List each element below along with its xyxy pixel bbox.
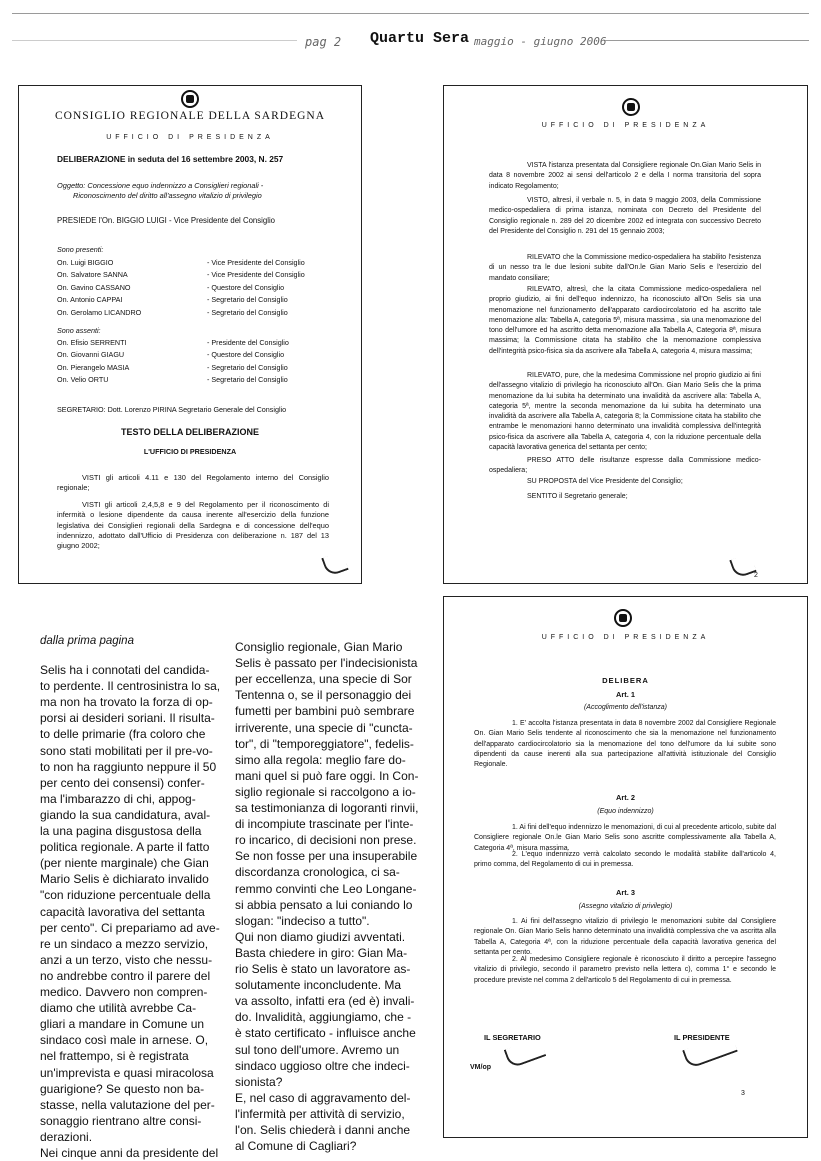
member-role: - Segretario del Consiglio (207, 362, 288, 372)
secretary-line: SEGRETARIO: Dott. Lorenzo PIRINA Segretario Generale del Consiglio (57, 405, 287, 414)
article-line: stasse, nella valutazione del per- (40, 1097, 215, 1112)
sardinia-emblem-icon (614, 609, 632, 627)
member-name: On. Antonio CAPPAI (57, 295, 123, 305)
article-line: sono stati mobilitati per il pre-vo- (40, 743, 213, 758)
member-name: On. Gavino CASSANO (57, 282, 131, 292)
sardinia-emblem-icon (622, 98, 640, 116)
signature-mark-icon (729, 553, 757, 579)
article-lead: dalla prima pagina (40, 635, 134, 647)
article-line: mani quel si può fare oggi. In Con- (235, 768, 419, 783)
article-line: ro incarico, di decisioni non prese. (235, 833, 417, 848)
art2-text-1: 1. Ai fini dell'equo indennizzo le menomazioni, di cui al precedente articolo, subite dal Consigliere regionale On.le Gian Mario Selis sono ascritte complessivamente alla Tabella A, Categoria 4ª, misura massima. (474, 824, 776, 852)
header-rule-right (605, 40, 809, 41)
text-title: TESTO DELLA DELIBERAZIONE (120, 427, 259, 437)
delibera-title: DELIBERA (602, 676, 649, 685)
doc3-page-number: 3 (741, 1090, 745, 1097)
issue-date: maggio - giugno 2006 (474, 35, 607, 48)
article-line: sul tono dell'umore. Avremo un (235, 1042, 400, 1057)
article-line: do. Invalidità, aggiungiamo, che - (235, 1010, 412, 1025)
presiding-line (57, 216, 275, 226)
article-line: ma non ha trovato la forza di op- (40, 695, 213, 710)
article-line: rio Selis è stato un lavoratore as- (235, 962, 411, 976)
signature-mark-icon (321, 551, 349, 577)
article-line: medico. Davvero non compren- (40, 985, 208, 999)
article-line: la una pagina disgustosa della (40, 824, 202, 838)
article-line: per cento". Ci prepariamo ad ave- (40, 920, 220, 935)
newspaper-name: Quartu Sera (370, 30, 470, 47)
deliberation-page-2 (443, 85, 808, 584)
article-line: Consiglio regionale, Gian Mario (235, 640, 403, 654)
article-line: sindaco così male in arnese. O, (40, 1033, 209, 1048)
article-line: tor", di "temporeggiatore", fedelis- (235, 736, 414, 751)
article-line: giando la sua candidatura, aval- (40, 807, 211, 822)
art1-title: Art. 1 (616, 690, 635, 699)
member-role: - Segretario del Consiglio (207, 295, 288, 305)
article-line: va assolto, infatti era (ed è) invali- (235, 994, 415, 1009)
initials: VM/op (470, 1064, 491, 1071)
office-name: UFFICIO DI PRESIDENZA (541, 634, 710, 641)
article-line: irriverente, una specie di "cuncta- (235, 720, 413, 735)
article-line: Selis è passato per l'indecisionista (235, 656, 418, 671)
doc2-page-number: 2 (754, 572, 758, 579)
article-line: Basta chiedere in giro: Gian Ma- (235, 945, 408, 960)
article-line: l'on. Selis chiederà i danni anche (235, 1123, 411, 1137)
article-line: discordanza cronologica, ci sa- (235, 865, 400, 880)
secretary-signature-label: IL SEGRETARIO (484, 1033, 541, 1042)
article-line: Selis ha i connotati del candida- (40, 663, 210, 677)
article-line: per cento dei consensi) confer- (40, 775, 205, 790)
article-line: siglio regionale si raccolgono a io- (235, 784, 416, 799)
member-name: On. Pierangelo MASIA (57, 362, 130, 372)
article-line: politica regionale. A parte il fatto (40, 840, 210, 855)
deliberation-title: DELIBERAZIONE in seduta del 16 settembre 2003, N. 257 (57, 154, 284, 164)
article-line: solutamente inconcludente. Ma (235, 978, 402, 993)
article-line: un'imprevista e quasi miracolosa (40, 1065, 214, 1080)
doc2-paragraph: PRESO ATTO delle risultanze espresse dalla Commissione medico-ospedaliera; (489, 457, 761, 475)
art2-subtitle: (Equo indennizzo) (597, 808, 654, 815)
article-line: "con riduzione percentuale della (40, 888, 211, 903)
absent-label: Sono assenti: (57, 326, 101, 335)
office-name: UFFICIO DI PRESIDENZA (541, 122, 710, 129)
article-line: ma l'imbarazzo di chi, appog- (40, 791, 196, 806)
article-line: to perdente. Il centrosinistra lo sa, (40, 679, 221, 694)
doc2-paragraph: SENTITO il Segretario generale; (527, 493, 628, 500)
page-number: pag 2 (305, 35, 342, 49)
article-line: to non ha raggiunto neppure il 50 (40, 759, 217, 774)
art3-text-2: 2. Al medesimo Consigliere regionale è riconosciuto il diritto a percepire l'assegno vitalizio di privilegio, secondo il parametro previsto nella lettera c), comma 1° e secondo le procedure previste nel comma 2 dell'articolo 5 del Regolamento di cui in premessa. (474, 956, 776, 984)
subject-line-1: Oggetto: Concessione equo indennizzo a Consiglieri regionali - (57, 181, 264, 190)
article-line: (per niente marginale) che Gian (40, 856, 209, 871)
article-line: per eccellenza, una specie di Sor (235, 672, 412, 687)
member-role: - Vice Presidente del Consiglio (207, 258, 305, 267)
header-rule-top (12, 13, 809, 14)
article-line: derazioni. (40, 1129, 93, 1144)
article-line: l'infermità per attività di servizio, (235, 1106, 405, 1121)
member-role: - Vice Presidente del Consiglio (207, 270, 305, 280)
article-line: Nei cinque anni da presidente del (40, 1146, 219, 1160)
article-line: fumetti per bambini può sembrare (235, 704, 415, 719)
member-name: On. Luigi BIGGIO (57, 258, 114, 267)
header-rule-left (12, 40, 297, 41)
article-line: to delle primarie (fra coloro che (40, 727, 206, 742)
article-line: porsi ai desideri soriani. Il risulta- (40, 711, 215, 726)
article-line: nel frattempo, si è registrata (40, 1049, 189, 1064)
visti-paragraph-1: VISTI gli articoli 4.11 e 130 del Regolamento interno del Consiglio regionale; (57, 473, 329, 493)
member-role: - Questore del Consiglio (207, 350, 285, 360)
article-line: sindaco uggioso oltre che indeci- (235, 1058, 410, 1073)
article-line: Se non fosse per una insuperabile (235, 849, 418, 864)
article-line: sa testimonianza di logoranti rinvii, (235, 801, 419, 815)
article-line: sonaggio rientrano altre consi- (40, 1113, 202, 1128)
member-role: - Presidente del Consiglio (207, 338, 289, 347)
sardinia-emblem-icon (181, 90, 199, 108)
member-role: - Segretario del Consiglio (207, 307, 288, 317)
member-name: On. Efisio SERRENTI (57, 338, 127, 347)
article-line: anzi a un terzo, visto che nessu- (40, 952, 213, 967)
art1-subtitle: (Accoglimento dell'istanza) (583, 704, 668, 711)
art1-text: 1. E' accolta l'istanza presentata in data 8 novembre 2002 dal Consigliere Regionale On. Gian Mario Selis tendente al riconoscimento che sia la menomazione nel funzionamento dell'apparato cardiocircolatorio sia la menomazione del tono dell'umore da lui subite sono dipendenti da cause inerenti alla sua partecipazione all'attività istituzionale del Consiglio Regionale. (474, 720, 776, 769)
article-line: no andrebbe contro il parere del (40, 968, 211, 983)
art3-text-1: 1. Ai fini dell'assegno vitalizio di privilegio le menomazioni subite dal Consigliere regionale On. Gian Mario Selis hanno determinato una invalidità complessiva che va ascritta alla Tabella A, Categoria 4ª, con la riduzione percentuale della capacità lavorativa generica del settanta per cento. (474, 918, 776, 956)
member-role: - Questore del Consiglio (207, 282, 285, 292)
article-line: diamo che utilità avrebbe Ca- (40, 1001, 197, 1016)
doc2-paragraph: VISTO, altresì, il verbale n. 5, in data 9 maggio 2003, della Commissione medico-ospedaliera di prima istanza, nominata con Decreto del Presidente del Consiglio regionale n. 289 del 20 dicembre 2002 ed integrata con successivo Decreto del Presidente del Consiglio n. 291 del 15 gennaio 2003; (489, 197, 761, 235)
article-line: Qui non diamo giudizi avventati. (235, 929, 406, 944)
office-name: UFFICIO DI PRESIDENZA (106, 134, 274, 141)
article-line: Tentenna o, se il personaggio dei (235, 688, 412, 703)
article-line: re un sindaco a mezzo servizio, (40, 936, 209, 951)
council-name: CONSIGLIO REGIONALE DELLA SARDEGNA (54, 110, 326, 122)
art2-text-2: 2. L'equo indennizzo verrà calcolato secondo le modalità stabilite dall'articolo 4, primo comma, del Regolamento di cui in premessa. (474, 851, 776, 869)
member-name: On. Gerolamo LICANDRO (57, 307, 142, 317)
article-line: guarigione? Se questo non ba- (40, 1081, 205, 1096)
deliberation-page-3 (443, 596, 808, 1138)
article-line: sionista? (235, 1074, 283, 1089)
article-line: Mario Selis è dichiarato invalido (40, 872, 209, 887)
article-line: slogan: "indeciso a tutto". (235, 913, 370, 928)
article-line: E, nel caso di aggravamento del- (235, 1090, 411, 1105)
article-line: di incompiute trascinate per l'inte- (235, 817, 414, 832)
member-name: On. Giovanni GIAGU (57, 350, 125, 360)
article-line: capacità lavorativa del settanta (40, 904, 205, 919)
member-name: On. Salvatore SANNA (57, 270, 128, 280)
art3-subtitle: (Assegno vitalizio di privilegio) (578, 903, 673, 910)
doc2-paragraph: RILEVATO, pure, che la medesima Commissione nel proprio giudizio ai fini dell'assegno vitalizio di privilegio ha riconosciuto all'On. Gian Mario Selis che la prima menomazione da lui subita ha determinato una invalidità da ascrivere alla: Tabella A, categoria 5ª, mentre la seconda menomazione da lui subita ha determinato una invalidità da ascrivere alla Tabella A, categoria 8; la Commissione citata ha stabilito che entrambe le menomazioni hanno determinato una invalidità complessiva dell'integrità psico-fisica da ascrivere alla Tabella A, categoria 4, con la riduzione percentuale della capacità lavorativa generica del settanta per cento; (489, 372, 761, 452)
presiding-text: PRESIEDE l'On. BIGGIO LUIGI - Vice Presidente del Consiglio (57, 216, 276, 225)
doc2-paragraph: RILEVATO che la Commissione medico-ospedaliera ha stabilito l'esistenza di un nesso tra le due lesioni subite dall'On.le Gian Mario Selis e l'esercizio del mandato consiliare; (489, 254, 761, 282)
doc2-paragraph: RILEVATO, altresì, che la citata Commissione medico-ospedaliera nel proprio giudizio, ai fini dell'equo indennizzo, ha riconosciuto all'On Selis sia una menomazione nel funzionamento dell'apparato cardiocircolatorio ed ha ascritto tale menomazione alla: Tabella A, categoria 5ª, misura massima , sia una menomazione del tono dell'umore ed ha ascritto detta menomazione alla Tabella A, Categoria 8ª, misura massima; la Commissione citata ha stabilito che la menomazione complessiva dell'integrità psico-fisica sia da ascrivere alla Tabella A, categoria 4, misura massima; (489, 286, 761, 355)
visti-paragraph-2: VISTI gli articoli 2,4,5,8 e 9 del Regolamento per il riconoscimento di infermità o lesione dipendente da causa inerente all'esercizio della funzione legislativa dei Consiglieri regionali della Sardegna e di concessione dell'equo indennizzo, adottato dall'Ufficio di Presidenza con deliberazione n. 187 del 13 giugno 2002; (57, 500, 329, 551)
president-signature-label: IL PRESIDENTE (674, 1033, 730, 1042)
subject-line-2: Riconoscimento del diritto all'assegno vitalizio di privilegio (73, 191, 262, 200)
text-subtitle: L'UFFICIO DI PRESIDENZA (143, 447, 237, 456)
deliberation-page-1 (18, 85, 362, 584)
doc2-paragraph: SU PROPOSTA del Vice Presidente del Consiglio; (527, 478, 683, 485)
member-role: - Segretario del Consiglio (207, 375, 288, 385)
article-line: gliari a mandare in Comune un (40, 1017, 205, 1032)
doc2-paragraph: VISTA l'istanza presentata dal Consigliere regionale On.Gian Mario Selis in data 8 novembre 2002 ai sensi dell'articolo 2 e della I norma transitoria del sopra indicato Regolamento; (489, 162, 761, 190)
page-header (0, 26, 821, 56)
article-line: al Comune di Cagliari? (235, 1139, 357, 1154)
art2-title: Art. 2 (616, 793, 635, 802)
member-name: On. Velio ORTU (57, 375, 109, 385)
article-line: è stato certificato - influisce anche (235, 1026, 416, 1041)
article-line: simo alla regola: meglio fare do- (235, 752, 406, 767)
article-line: si abbia pensato a lui coniando lo (235, 897, 413, 912)
art3-title: Art. 3 (616, 888, 635, 897)
article-line: remmo convinti che Leo Longane- (235, 881, 417, 896)
present-label: Sono presenti: (57, 245, 104, 254)
